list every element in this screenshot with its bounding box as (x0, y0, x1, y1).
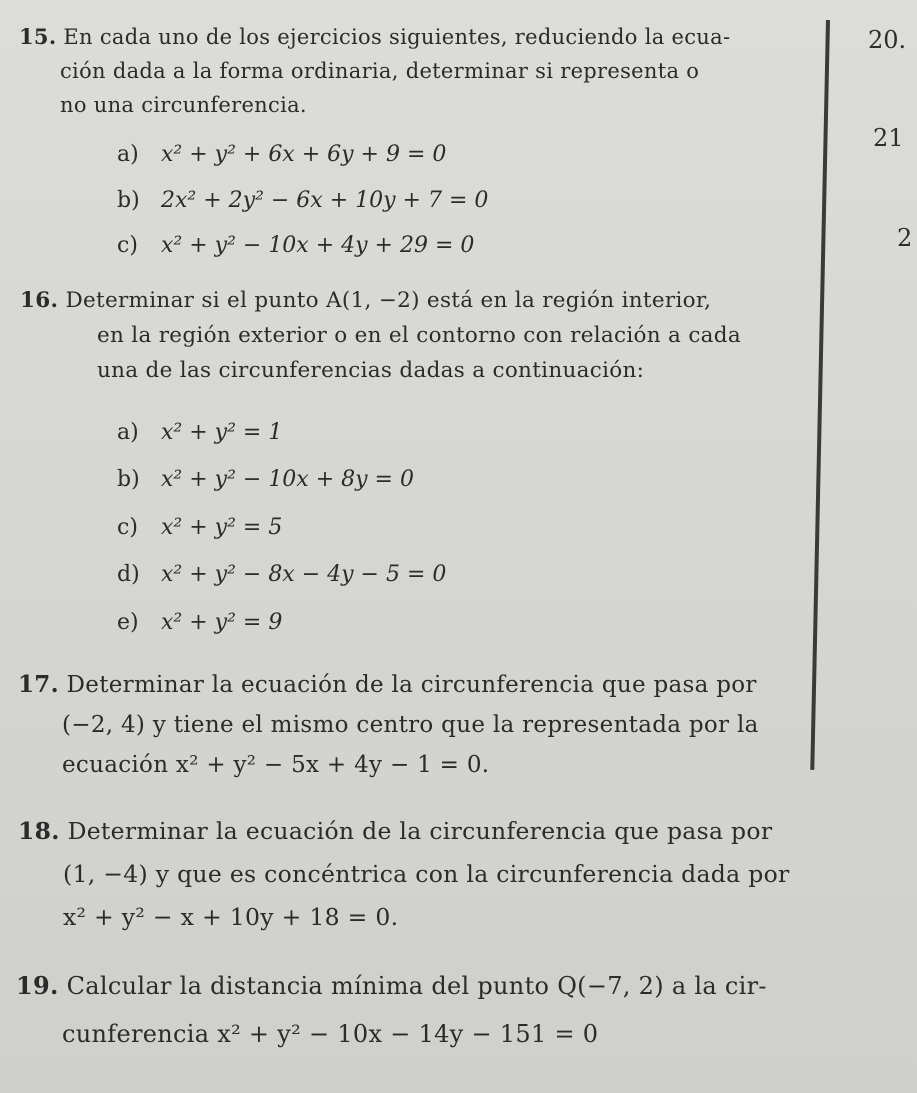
problem-text-line: no una circunferencia. (60, 93, 307, 117)
list-item: b) 2x² + 2y² − 6x + 10y + 7 = 0 (117, 188, 489, 213)
problem-text-line: En cada uno de los ejercicios siguientes, reduciendo la ecua- (63, 25, 731, 49)
problem-text-line: Determinar la ecuación de la circunferencia que pasa por (67, 817, 773, 845)
side-number-20: 20. (868, 26, 907, 54)
problem-text-line: Calcular la distancia mínima del punto Q(−7, 2) a la cir- (66, 972, 767, 1000)
problem-number: 18. (18, 817, 60, 845)
problem-text-line: cunferencia x² + y² − 10x − 14y − 151 = 0 (62, 1020, 599, 1048)
problem-number: 16. (20, 288, 59, 313)
equation: x² + y² − 10x + 8y = 0 (161, 467, 414, 492)
list-item: d) x² + y² − 8x − 4y − 5 = 0 (117, 562, 447, 587)
problem-number: 15. (19, 24, 57, 49)
equation: x² + y² = 5 (161, 515, 283, 540)
problem-text-line: (−2, 4) y tiene el mismo centro que la representada por la (62, 712, 759, 738)
problem-text-line: Determinar si el punto A(1, −2) está en la región interior, (65, 288, 712, 313)
problem-text-line: ecuación x² + y² − 5x + 4y − 1 = 0. (62, 752, 490, 778)
problem-number: 19. (16, 971, 59, 1000)
equation: 2x² + 2y² − 6x + 10y + 7 = 0 (161, 188, 489, 213)
problem-15 (19, 20, 731, 122)
side-number-21: 21 (873, 124, 904, 152)
list-item: c) x² + y² − 10x + 4y + 29 = 0 (117, 233, 475, 258)
list-item: a) x² + y² = 1 (117, 420, 283, 445)
problem-text-line: en la región exterior o en el contorno con relación a cada (97, 323, 741, 348)
equation: x² + y² = 1 (161, 420, 283, 445)
problem-text-line: x² + y² − x + 10y + 18 = 0. (63, 903, 399, 931)
problem-text-line: (1, −4) y que es concéntrica con la circunferencia dada por (63, 860, 790, 888)
equation: x² + y² = 9 (161, 610, 283, 635)
list-item: a) x² + y² + 6x + 6y + 9 = 0 (117, 142, 447, 167)
problem-text-line: ción dada a la forma ordinaria, determinar si representa o (60, 59, 700, 83)
problem-text-line: una de las circunferencias dadas a continuación: (97, 358, 645, 383)
column-divider (810, 20, 830, 770)
problem-18 (18, 810, 790, 939)
list-item: c) x² + y² = 5 (117, 515, 283, 540)
equation: x² + y² + 6x + 6y + 9 = 0 (161, 142, 447, 167)
list-item: b) x² + y² − 10x + 8y = 0 (117, 467, 414, 492)
list-item: e) x² + y² = 9 (117, 610, 283, 635)
problem-17 (18, 665, 759, 785)
equation: x² + y² − 8x − 4y − 5 = 0 (161, 562, 447, 587)
problem-number: 17. (18, 671, 59, 698)
problem-19 (16, 962, 767, 1058)
equation: x² + y² − 10x + 4y + 29 = 0 (161, 233, 475, 258)
problem-text-line: Determinar la ecuación de la circunferencia que pasa por (66, 672, 757, 698)
side-number-2: 2 (897, 224, 913, 252)
problem-16 (20, 283, 741, 388)
